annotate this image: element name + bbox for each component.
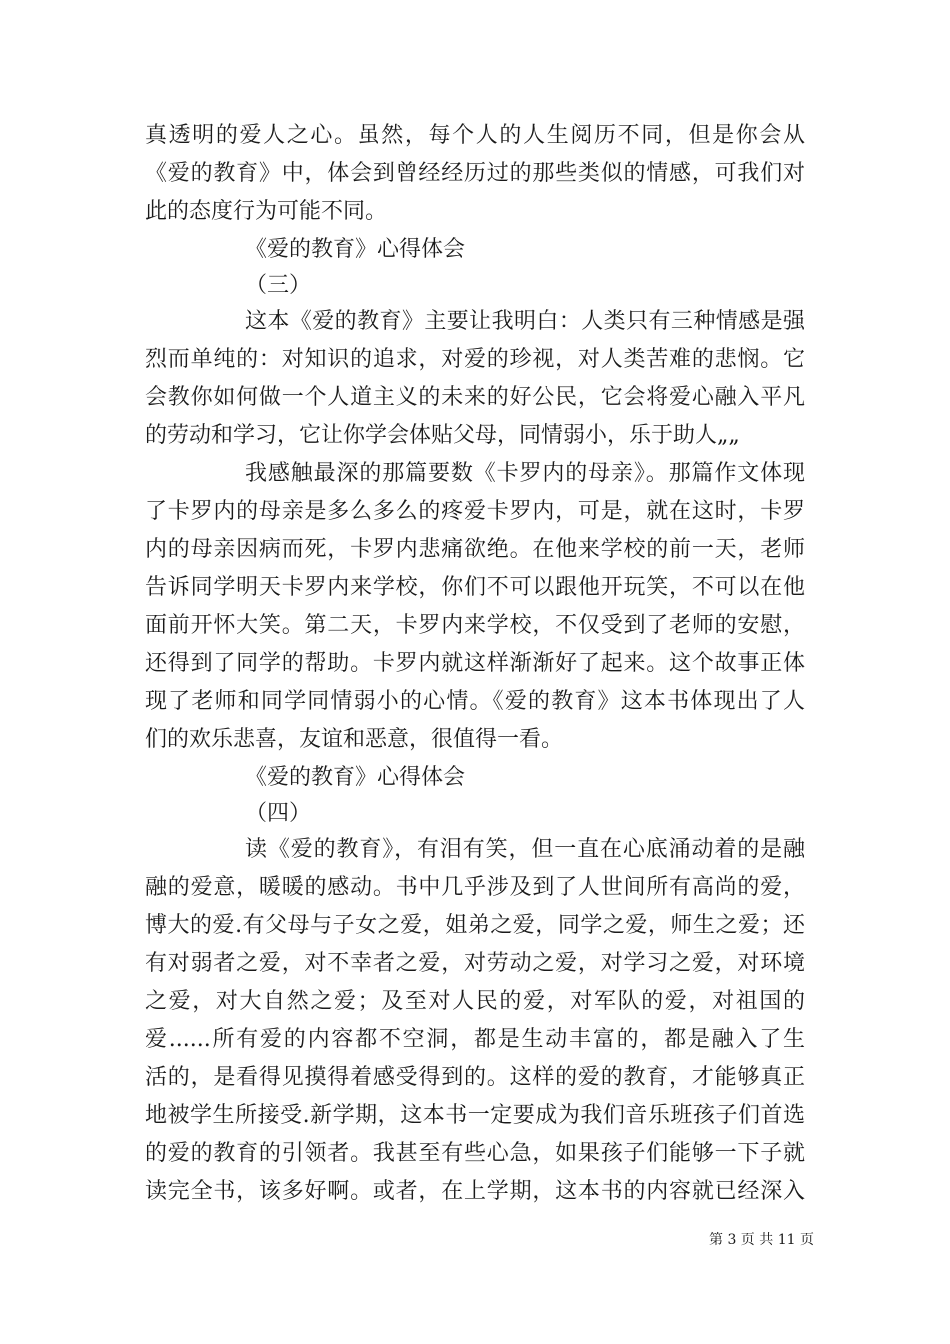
section-heading: 《爱的教育》心得体会 bbox=[245, 765, 466, 790]
text-line: 此的态度行为可能不同。 bbox=[145, 199, 388, 224]
text-line: 之爱，对大自然之爱；及至对人民的爱，对军队的爱，对祖国的 bbox=[145, 989, 805, 1014]
text-line: 地被学生所接受.新学期，这本书一定要成为我们音乐班孩子们首选 bbox=[145, 1103, 805, 1128]
page-number-footer: 第 3 页 共 11 页 bbox=[709, 1232, 814, 1248]
text-line: 还得到了同学的帮助。卡罗内就这样渐渐好了起来。这个故事正体 bbox=[145, 651, 805, 676]
text-line: 博大的爱.有父母与子女之爱，姐弟之爱，同学之爱，师生之爱；还 bbox=[145, 913, 805, 938]
text-line: 活的，是看得见摸得着感受得到的。这样的爱的教育，才能够真正 bbox=[145, 1065, 805, 1090]
section-heading: 《爱的教育》心得体会 bbox=[245, 237, 466, 262]
text-line: 内的母亲因病而死，卡罗内悲痛欲绝。在他来学校的前一天，老师 bbox=[145, 537, 805, 562]
paragraph-first-line: 读《爱的教育》，有泪有笑，但一直在心底涌动着的是融 bbox=[245, 837, 805, 862]
text-line: 们的欢乐悲喜，友谊和恶意，很值得一看。 bbox=[145, 727, 564, 752]
text-line: 了卡罗内的母亲是多么多么的疼爱卡罗内，可是，就在这时，卡罗 bbox=[145, 499, 805, 524]
text-line: 告诉同学明天卡罗内来学校，你们不可以跟他开玩笑，不可以在他 bbox=[145, 575, 805, 600]
text-line: 真透明的爱人之心。虽然，每个人的人生阅历不同，但是你会从 bbox=[145, 123, 805, 148]
text-line: 面前开怀大笑。第二天，卡罗内来学校，不仅受到了老师的安慰， bbox=[145, 613, 805, 638]
text-line: 爱......所有爱的内容都不空洞，都是生动丰富的，都是融入了生 bbox=[145, 1027, 805, 1052]
text-line: 的劳动和学习，它让你学会体贴父母，同情弱小，乐于助人„„ bbox=[145, 423, 740, 448]
section-number: （四） bbox=[245, 801, 312, 826]
paragraph-first-line: 我感触最深的那篇要数《卡罗内的母亲》。那篇作文体现 bbox=[245, 461, 805, 486]
text-line: 的爱的教育的引领者。我甚至有些心急，如果孩子们能够一下子就 bbox=[145, 1141, 805, 1166]
text-line: 读完全书，该多好啊。或者，在上学期，这本书的内容就已经深入 bbox=[145, 1179, 805, 1204]
text-line: 融的爱意，暖暖的感动。书中几乎涉及到了人世间所有高尚的爱， bbox=[145, 875, 805, 900]
paragraph-first-line: 这本《爱的教育》主要让我明白：人类只有三种情感是强 bbox=[245, 309, 805, 334]
text-line: 《爱的教育》中，体会到曾经经历过的那些类似的情感，可我们对 bbox=[145, 161, 805, 186]
text-line: 会教你如何做一个人道主义的未来的好公民，它会将爱心融入平凡 bbox=[145, 385, 805, 410]
section-number: （三） bbox=[245, 273, 312, 298]
text-line: 烈而单纯的：对知识的追求，对爱的珍视，对人类苦难的悲悯。它 bbox=[145, 347, 805, 372]
text-line: 现了老师和同学同情弱小的心情。《爱的教育》这本书体现出了人 bbox=[145, 689, 805, 714]
text-line: 有对弱者之爱，对不幸者之爱，对劳动之爱，对学习之爱，对环境 bbox=[145, 951, 805, 976]
